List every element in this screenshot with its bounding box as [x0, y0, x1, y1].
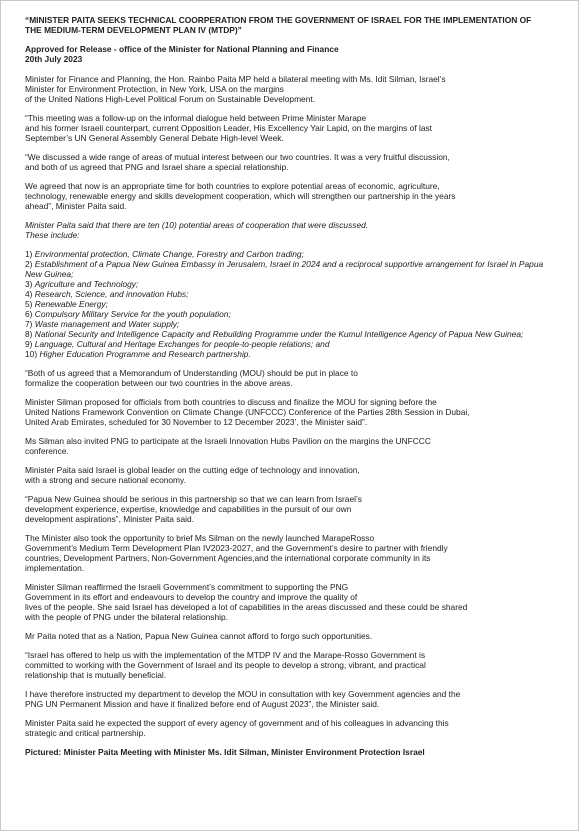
paragraph-line: “This meeting was a follow-up on the informal dialogue held between Prime Minister Marape: [25, 113, 367, 123]
list-item-text: Environmental protection, Climate Change, Forestry and Carbon trading;: [34, 249, 304, 259]
list-item-number: 8): [25, 329, 33, 339]
list-item-number: 6): [25, 309, 33, 319]
paragraph-line: “Both of us agreed that a Memorandum of Understanding (MOU) should be put in place to: [25, 368, 358, 378]
paragraph-line: with a strong and secure national economy.: [25, 475, 186, 485]
paragraph: [25, 74, 560, 104]
list-item: [25, 329, 560, 339]
list-item: [25, 279, 560, 289]
list-item-text: Language, Cultural and Heritage Exchanges for people-to-people relations; and: [34, 339, 330, 349]
list-intro: [25, 220, 560, 240]
paragraph-line: We agreed that now is an appropriate time for both countries to explore potential areas of economic, agriculture,: [25, 181, 440, 191]
paragraphs-before-list: [25, 74, 560, 211]
title-line: THE MEDIUM-TERM DEVELOPMENT PLAN IV (MTDP)”: [25, 25, 242, 35]
paragraph-line: lives of the people. She said Israel has developed a lot of capabilities in the areas discussed and these could be shared: [25, 602, 468, 612]
paragraph-line: committed to working with the Government of Israel and its people to develop a strong, vibrant, and practical: [25, 660, 426, 670]
paragraph-line: ahead”, Minister Paita said.: [25, 201, 127, 211]
paragraph-line: technology, renewable energy and skills development cooperation, which will strengthen our partnership in the years: [25, 191, 456, 201]
paragraph: [25, 533, 560, 573]
paragraph: [25, 368, 560, 388]
paragraph: [25, 650, 560, 680]
title-line: “MINISTER PAITA SEEKS TECHNICAL COORPERATION FROM THE GOVERNMENT OF ISRAEL FOR THE IMPLEMENTATION OF: [25, 15, 532, 25]
list-item-number: 2): [25, 259, 33, 269]
document-body: [25, 15, 560, 757]
list-item: [25, 349, 560, 359]
list-item-number: 3): [25, 279, 33, 289]
list-item-text: Compulsory Military Service for the youth population;: [34, 309, 231, 319]
cooperation-areas-list: [25, 249, 560, 359]
list-item-number: 5): [25, 299, 33, 309]
approved-line: Approved for Release - office of the Minister for National Planning and Finance: [25, 44, 339, 54]
list-item-text: Research, Science, and innovation Hubs;: [34, 289, 189, 299]
paragraph-line: Ms Silman also invited PNG to participate at the Israeli Innovation Hubs Pavilion on the margins the UNFCCC: [25, 436, 431, 446]
list-item: [25, 319, 560, 329]
list-item-text: Waste management and Water supply;: [34, 319, 180, 329]
paragraph-line: Minister Silman proposed for officials from both countries to discuss and finalize the MOU for signing before the: [25, 397, 437, 407]
list-item-number: 7): [25, 319, 33, 329]
paragraph-line: relationship that is mutually beneficial.: [25, 670, 167, 680]
document-title: [25, 15, 560, 35]
paragraph-line: Minister Paita said he expected the support of every agency of government and of his colleagues in advancing this: [25, 718, 449, 728]
list-item-number: 10): [25, 349, 38, 359]
paragraph-line: “We discussed a wide range of areas of mutual interest between our two countries. It was a very fruitful discussion,: [25, 152, 450, 162]
paragraph: [25, 397, 560, 427]
paragraph-line: Minister Silman reaffirmed the Israeli Government’s commitment to supporting the PNG: [25, 582, 349, 592]
release-date: 20th July 2023: [25, 54, 83, 64]
paragraph-line: and his former Israeli counterpart, current Opposition Leader, His Excellency Yair Lapid, on the margins of last: [25, 123, 433, 133]
paragraph: [25, 152, 560, 172]
paragraph-line: and both of us agreed that PNG and Israel share a special relationship.: [25, 162, 289, 172]
paragraph-line: Government in its effort and endeavours to develop the country and improve the quality of: [25, 592, 358, 602]
paragraph-line: United Nations Framework Convention on Climate Change (UNFCCC) Conference of the Parties 28th Session in Dubai,: [25, 407, 470, 417]
list-item-text: Establishment of a Papua New Guinea Embassy in Jerusalem, Israel in 2024 and a reciprocal supportive arrangement for Israel in Papua New Guinea;: [25, 259, 544, 279]
list-item-text: Agriculture and Technology;: [34, 279, 139, 289]
paragraph-line: Mr Paita noted that as a Nation, Papua New Guinea cannot afford to forgo such opportunities.: [25, 631, 373, 641]
paragraph-line: PNG UN Permanent Mission and have it finalized before end of August 2023”, the Minister said.: [25, 699, 380, 709]
paragraph-line: Minister for Finance and Planning, the Hon. Rainbo Paita MP held a bilateral meeting with Ms. Idit Silman, Israel’s: [25, 74, 446, 84]
paragraph-line: Government’s Medium Term Development Plan IV2023-2027, and the Government’s desire to partner with friendly: [25, 543, 448, 553]
paragraph: [25, 181, 560, 211]
list-item: [25, 339, 560, 349]
paragraph-line: “Papua New Guinea should be serious in this partnership so that we can learn from Israel’s: [25, 494, 362, 504]
list-intro-line: Minister Paita said that there are ten (10) potential areas of cooperation that were discussed.: [25, 220, 369, 230]
paragraph: [25, 631, 560, 641]
paragraph-line: implementation.: [25, 563, 85, 573]
paragraph-line: Minister for Environment Protection, in New York, USA on the margins: [25, 84, 284, 94]
paragraph-line: Minister Paita said Israel is global leader on the cutting edge of technology and innovation,: [25, 465, 360, 475]
list-item-number: 4): [25, 289, 33, 299]
paragraph: [25, 436, 560, 456]
paragraph: [25, 689, 560, 709]
paragraphs-after-list: [25, 368, 560, 738]
list-item-text: Higher Education Programme and Research partnership.: [39, 349, 251, 359]
paragraph-line: development experience, expertise, knowledge and capabilities in the pursuit of our own: [25, 504, 352, 514]
paragraph-line: United Arab Emirates, scheduled for 30 November to 12 December 2023’, the Minister said”.: [25, 417, 368, 427]
paragraph-line: with the people of PNG under the bilateral relationship.: [25, 612, 228, 622]
list-item-text: Renewable Energy;: [34, 299, 108, 309]
paragraph: [25, 494, 560, 524]
paragraph-line: conference.: [25, 446, 69, 456]
list-item-text: National Security and Intelligence Capacity and Rebuilding Programme under the Kumul Intelligence Agency of Papua New Guinea;: [34, 329, 524, 339]
paragraph-line: “Israel has offered to help us with the implementation of the MTDP IV and the Marape-Rosso Government is: [25, 650, 426, 660]
list-item-number: 9): [25, 339, 33, 349]
list-item: [25, 309, 560, 319]
paragraph-line: The Minister also took the opportunity to brief Ms Silman on the newly launched MarapeRosso: [25, 533, 375, 543]
paragraph-line: strategic and critical partnership.: [25, 728, 146, 738]
paragraph: [25, 582, 560, 622]
list-item: [25, 299, 560, 309]
list-item-number: 1): [25, 249, 33, 259]
release-info: [25, 44, 560, 64]
paragraph-line: development aspirations”, Minister Paita said.: [25, 514, 194, 524]
list-intro-line: These include:: [25, 230, 80, 240]
paragraph: [25, 465, 560, 485]
paragraph-line: I have therefore instructed my department to develop the MOU in consultation with key Government agencies and the: [25, 689, 461, 699]
list-item: [25, 249, 560, 259]
paragraph: [25, 718, 560, 738]
paragraph-line: of the United Nations High-Level Political Forum on Sustainable Development.: [25, 94, 316, 104]
paragraph: [25, 113, 560, 143]
photo-caption: Pictured: Minister Paita Meeting with Minister Ms. Idit Silman, Minister Environment Protection Israel: [25, 747, 425, 757]
paragraph-line: formalize the cooperation between our two countries in the above areas.: [25, 378, 293, 388]
list-item: [25, 259, 560, 279]
list-item: [25, 289, 560, 299]
paragraph-line: countries, Development Partners, Non-Government Agencies,and the international corporate community in its: [25, 553, 431, 563]
paragraph-line: September’s UN General Assembly General Debate High-level Week.: [25, 133, 284, 143]
